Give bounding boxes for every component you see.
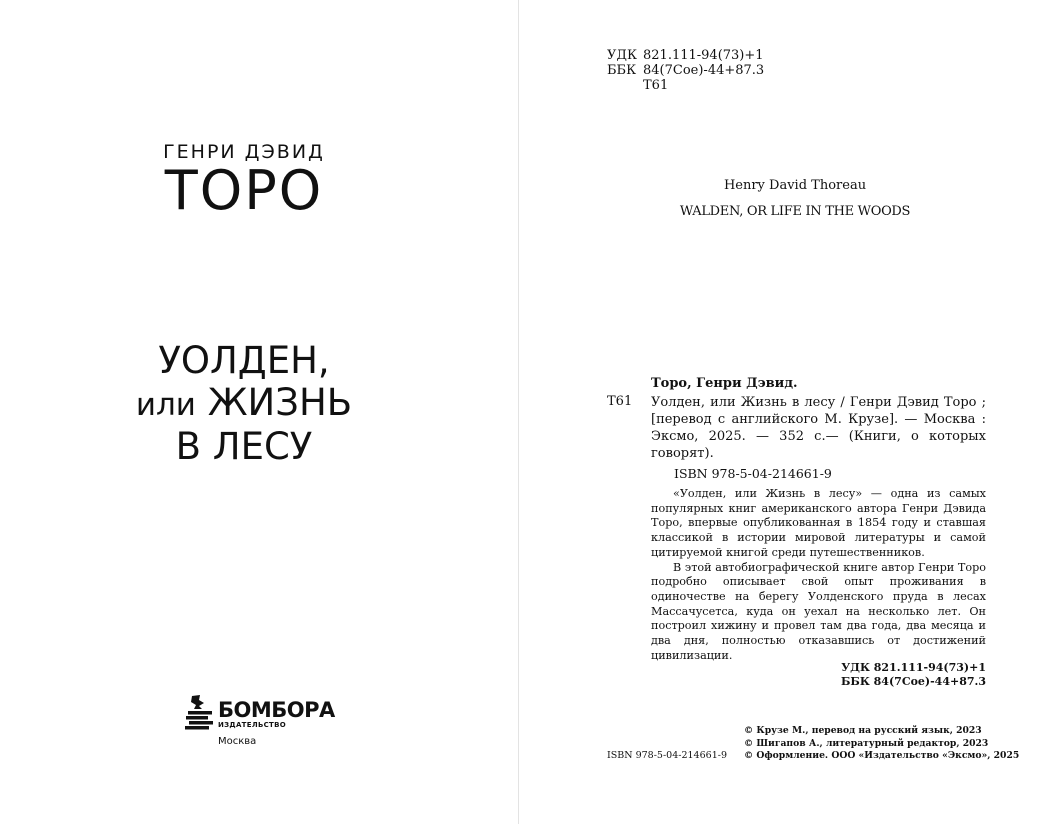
publisher-name: БОМБОРА — [218, 698, 335, 722]
publisher-emblem-icon — [184, 694, 214, 730]
isbn-bottom: ISBN 978-5-04-214661-9 — [607, 750, 727, 761]
page-divider — [518, 0, 519, 824]
isbn: ISBN 978-5-04-214661-9 — [674, 466, 832, 481]
udk-label: УДК — [607, 48, 638, 63]
udk-bottom: УДК 821.111-94(73)+1 — [841, 661, 986, 674]
catalog-entry: Уолден, или Жизнь в лесу / Генри Дэвид Торо ; [перевод с английского М. Крузе]. — Москва : Эксмо, 2025. — 352 с.— (Книги, о которых говорят). — [651, 395, 986, 461]
author-first-name: ГЕНРИ ДЭВИД — [163, 141, 325, 163]
annotation — [651, 487, 986, 663]
title-line-2-main: ЖИЗНЬ — [207, 381, 353, 424]
copyright-line: © Оформление. ООО «Издательство «Эксмо», 2025 — [744, 750, 1020, 761]
author-mark: Т61 — [643, 78, 669, 93]
bbk-bottom: ББК 84(7Сое)-44+87.3 — [841, 675, 986, 688]
bbk-label: ББК — [607, 63, 637, 78]
copyright-block — [744, 725, 1019, 763]
copyright-line: © Шигапов А., литературный редактор, 2023 — [744, 737, 989, 749]
original-author: Henry David Thoreau — [723, 178, 867, 193]
author-last-name: ТОРО — [164, 159, 324, 222]
catalog-code: Т61 — [607, 394, 633, 409]
classification-bottom — [651, 661, 986, 689]
annotation-paragraph: В этой автобиографической книге автор Генри Торо подробно описывает свой опыт проживания в одиночестве на берегу Уолденского пруда в лесах Массачусетса, куда он уехал на несколько лет. Он построил хижину и провел там два года, два месяца и два дня, полностью отказавшись от достижений цивилизации. — [651, 560, 986, 662]
bbk-value: 84(7Сое)-44+87.3 — [643, 63, 765, 78]
publisher-subtitle: ИЗДАТЕЛЬСТВО — [218, 721, 286, 729]
udk-value: 821.111-94(73)+1 — [643, 48, 764, 63]
annotation-paragraph: «Уолден, или Жизнь в лесу» — одна из самых популярных книг американского автора Генри Дэвида Торо, впервые опубликованная в 1854 году и ставшая классикой в истории мировой литературы и самой цитируемой книгой среди путешественников. — [651, 487, 986, 559]
title-line-2-small: или — [135, 387, 196, 423]
book-title — [110, 340, 378, 468]
catalog-heading: Торо, Генри Дэвид. — [651, 376, 798, 391]
classification-block — [607, 48, 764, 93]
title-line-3: В ЛЕСУ — [175, 425, 313, 468]
udk-row — [607, 48, 764, 63]
publisher-city: Москва — [218, 736, 257, 747]
title-line-1: УОЛДЕН, — [158, 339, 330, 382]
original-title: WALDEN, OR LIFE IN THE WOODS — [679, 204, 911, 219]
author-mark-row — [607, 78, 764, 93]
title-line-2 — [110, 382, 378, 426]
copyright-line: © Крузе М., перевод на русский язык, 2023 — [744, 725, 982, 736]
bbk-row — [607, 63, 764, 78]
